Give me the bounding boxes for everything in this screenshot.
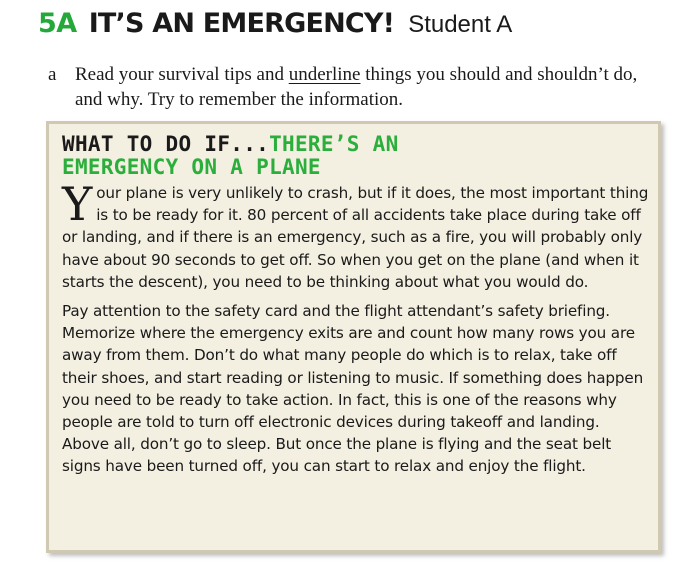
instruction-text-before: Read your survival tips and [75,64,289,85]
panel-title-black: WHAT TO DO IF... [62,132,270,156]
unit-subtitle: Student A [408,11,513,38]
paragraph-1 [62,177,650,293]
panel-body [62,177,650,478]
instruction-text-after: things you should and shouldn’t do, and why. Try to remember the information. [75,64,638,110]
exercise-letter: a [48,64,57,85]
instruction-text [75,62,668,112]
panel-title-green-1: THERE’S AN [269,132,399,156]
exercise-instruction [48,62,668,112]
panel-title [62,133,652,179]
unit-code: 5A [38,8,77,39]
drop-cap: Y [62,177,93,231]
unit-title: IT’S AN EMERGENCY! [88,8,395,39]
panel-title-green-2: EMERGENCY ON A PLANE [62,155,321,179]
page-header [38,8,512,39]
survival-tips-panel [46,121,661,553]
paragraph-1-text: our plane is very unlikely to crash, but if it does, the most important thing is to be ready for it. 80 percent of all accidents take place during take off or landing, and if there is an emergency, such as a fire, you will probably only have about 90 seconds to get off. So when you get on the plane (and when it starts the descent), you need to be thinking about what you would do. [62,184,649,291]
paragraph-2: Pay attention to the safety card and the flight attendant’s safety briefing. Memorize where the emergency exits are and count how many rows you are away from them. Don’t do what many people do which is to relax, take off their shoes, and start reading or listening to music. If something does happen you need to be ready to take action. In fact, this is one of the reasons why people are told to turn off electronic devices during takeoff and landing. Above all, don’t go to sleep. But once the plane is flying and the seat belt signs have been turned off, you can start to relax and enjoy the flight. [62,302,644,476]
instruction-underlined-word: underline [288,64,361,85]
